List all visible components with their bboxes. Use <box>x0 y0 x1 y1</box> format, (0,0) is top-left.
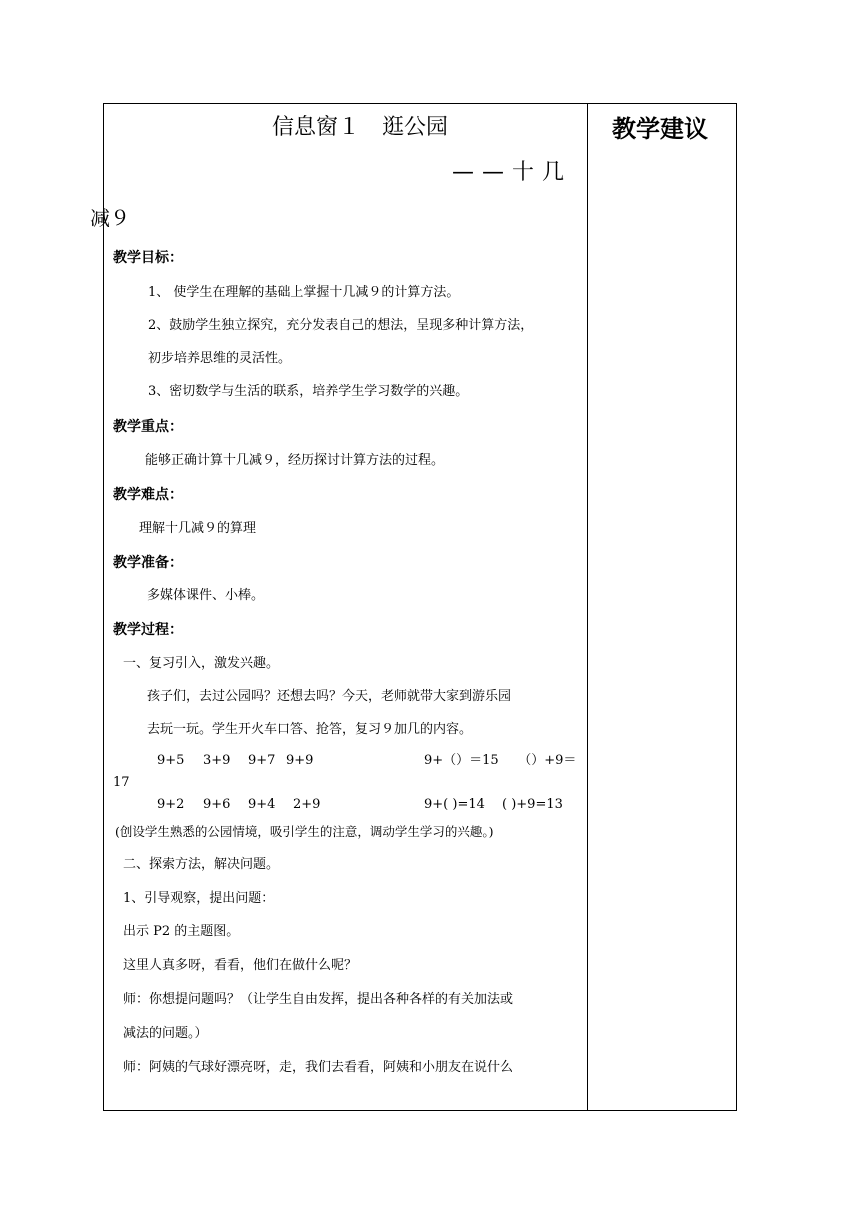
part1-title: 一、复习引入，激发兴趣。 <box>123 656 280 671</box>
exercise-item: 9+4 <box>248 797 276 812</box>
exercise-item: 9+9 <box>286 753 314 768</box>
exercise-wrap: 17 <box>113 775 130 790</box>
key-point-heading: 教学重点： <box>113 419 183 435</box>
part1-line: 孩子们，去过公园吗？还想去吗？今天，老师就带大家到游乐园 <box>147 689 512 704</box>
exercise-item: 9+7 <box>248 753 276 768</box>
process-line: 师：你想提问题吗？（让学生自由发挥，提出各种各样的有关加法或 <box>123 992 514 1007</box>
lesson-title: 信息窗１ 逛公园 <box>272 115 449 140</box>
process-heading: 教学过程： <box>113 622 183 638</box>
goals-heading: 教学目标： <box>113 250 183 266</box>
exercise-item: 9+5 <box>157 753 185 768</box>
lesson-subtitle: ——十几 <box>452 160 573 185</box>
preparation-heading: 教学准备： <box>113 555 183 571</box>
column-divider <box>587 103 588 1111</box>
exercise-item: 3+9 <box>203 753 231 768</box>
process-line: 这里人真多呀，看看，他们在做什么呢？ <box>123 958 358 973</box>
goal-item: 初步培养思维的灵活性。 <box>148 351 292 366</box>
exercise-fill-blank: 9+( )=14 ( )+9=13 <box>424 797 563 812</box>
goal-item: 2、鼓励学生独立探究，充分发表自己的想法，呈现多种计算方法， <box>148 318 534 333</box>
design-note: (创设学生熟悉的公园情境，吸引学生的注意，调动学生学习的兴趣。) <box>115 824 494 839</box>
difficulty-heading: 教学难点： <box>113 487 183 503</box>
exercise-item: 9+2 <box>157 797 185 812</box>
teaching-advice-header: 教学建议 <box>612 115 708 143</box>
process-line: 减法的问题。） <box>123 1026 208 1041</box>
goal-item: 3、密切数学与生活的联系，培养学生学习数学的兴趣。 <box>148 384 469 399</box>
part1-line: 去玩一玩。学生开火车口答、抢答，复习９加几的内容。 <box>147 722 473 737</box>
lesson-subtitle-tail: 减９ <box>90 206 130 230</box>
process-line: 出示 P2 的主题图。 <box>123 924 240 939</box>
exercise-fill-blank: 9+（）＝15 （）+9＝ <box>424 753 577 768</box>
exercise-item: 9+6 <box>203 797 231 812</box>
key-point-text: 能够正确计算十几减９，经历探讨计算方法的过程。 <box>145 453 445 468</box>
process-line: 师：阿姨的气球好漂亮呀，走，我们去看看，阿姨和小朋友在说什么 <box>123 1060 514 1075</box>
step1-title: 1、引导观察，提出问题： <box>123 891 275 906</box>
preparation-text: 多媒体课件、小棒。 <box>147 588 265 603</box>
goal-item: 1、 使学生在理解的基础上掌握十几减９的计算方法。 <box>148 285 460 300</box>
part2-title: 二、探索方法，解决问题。 <box>123 857 280 872</box>
exercise-item: 2+9 <box>293 797 321 812</box>
difficulty-text: 理解十几减９的算理 <box>139 521 257 536</box>
